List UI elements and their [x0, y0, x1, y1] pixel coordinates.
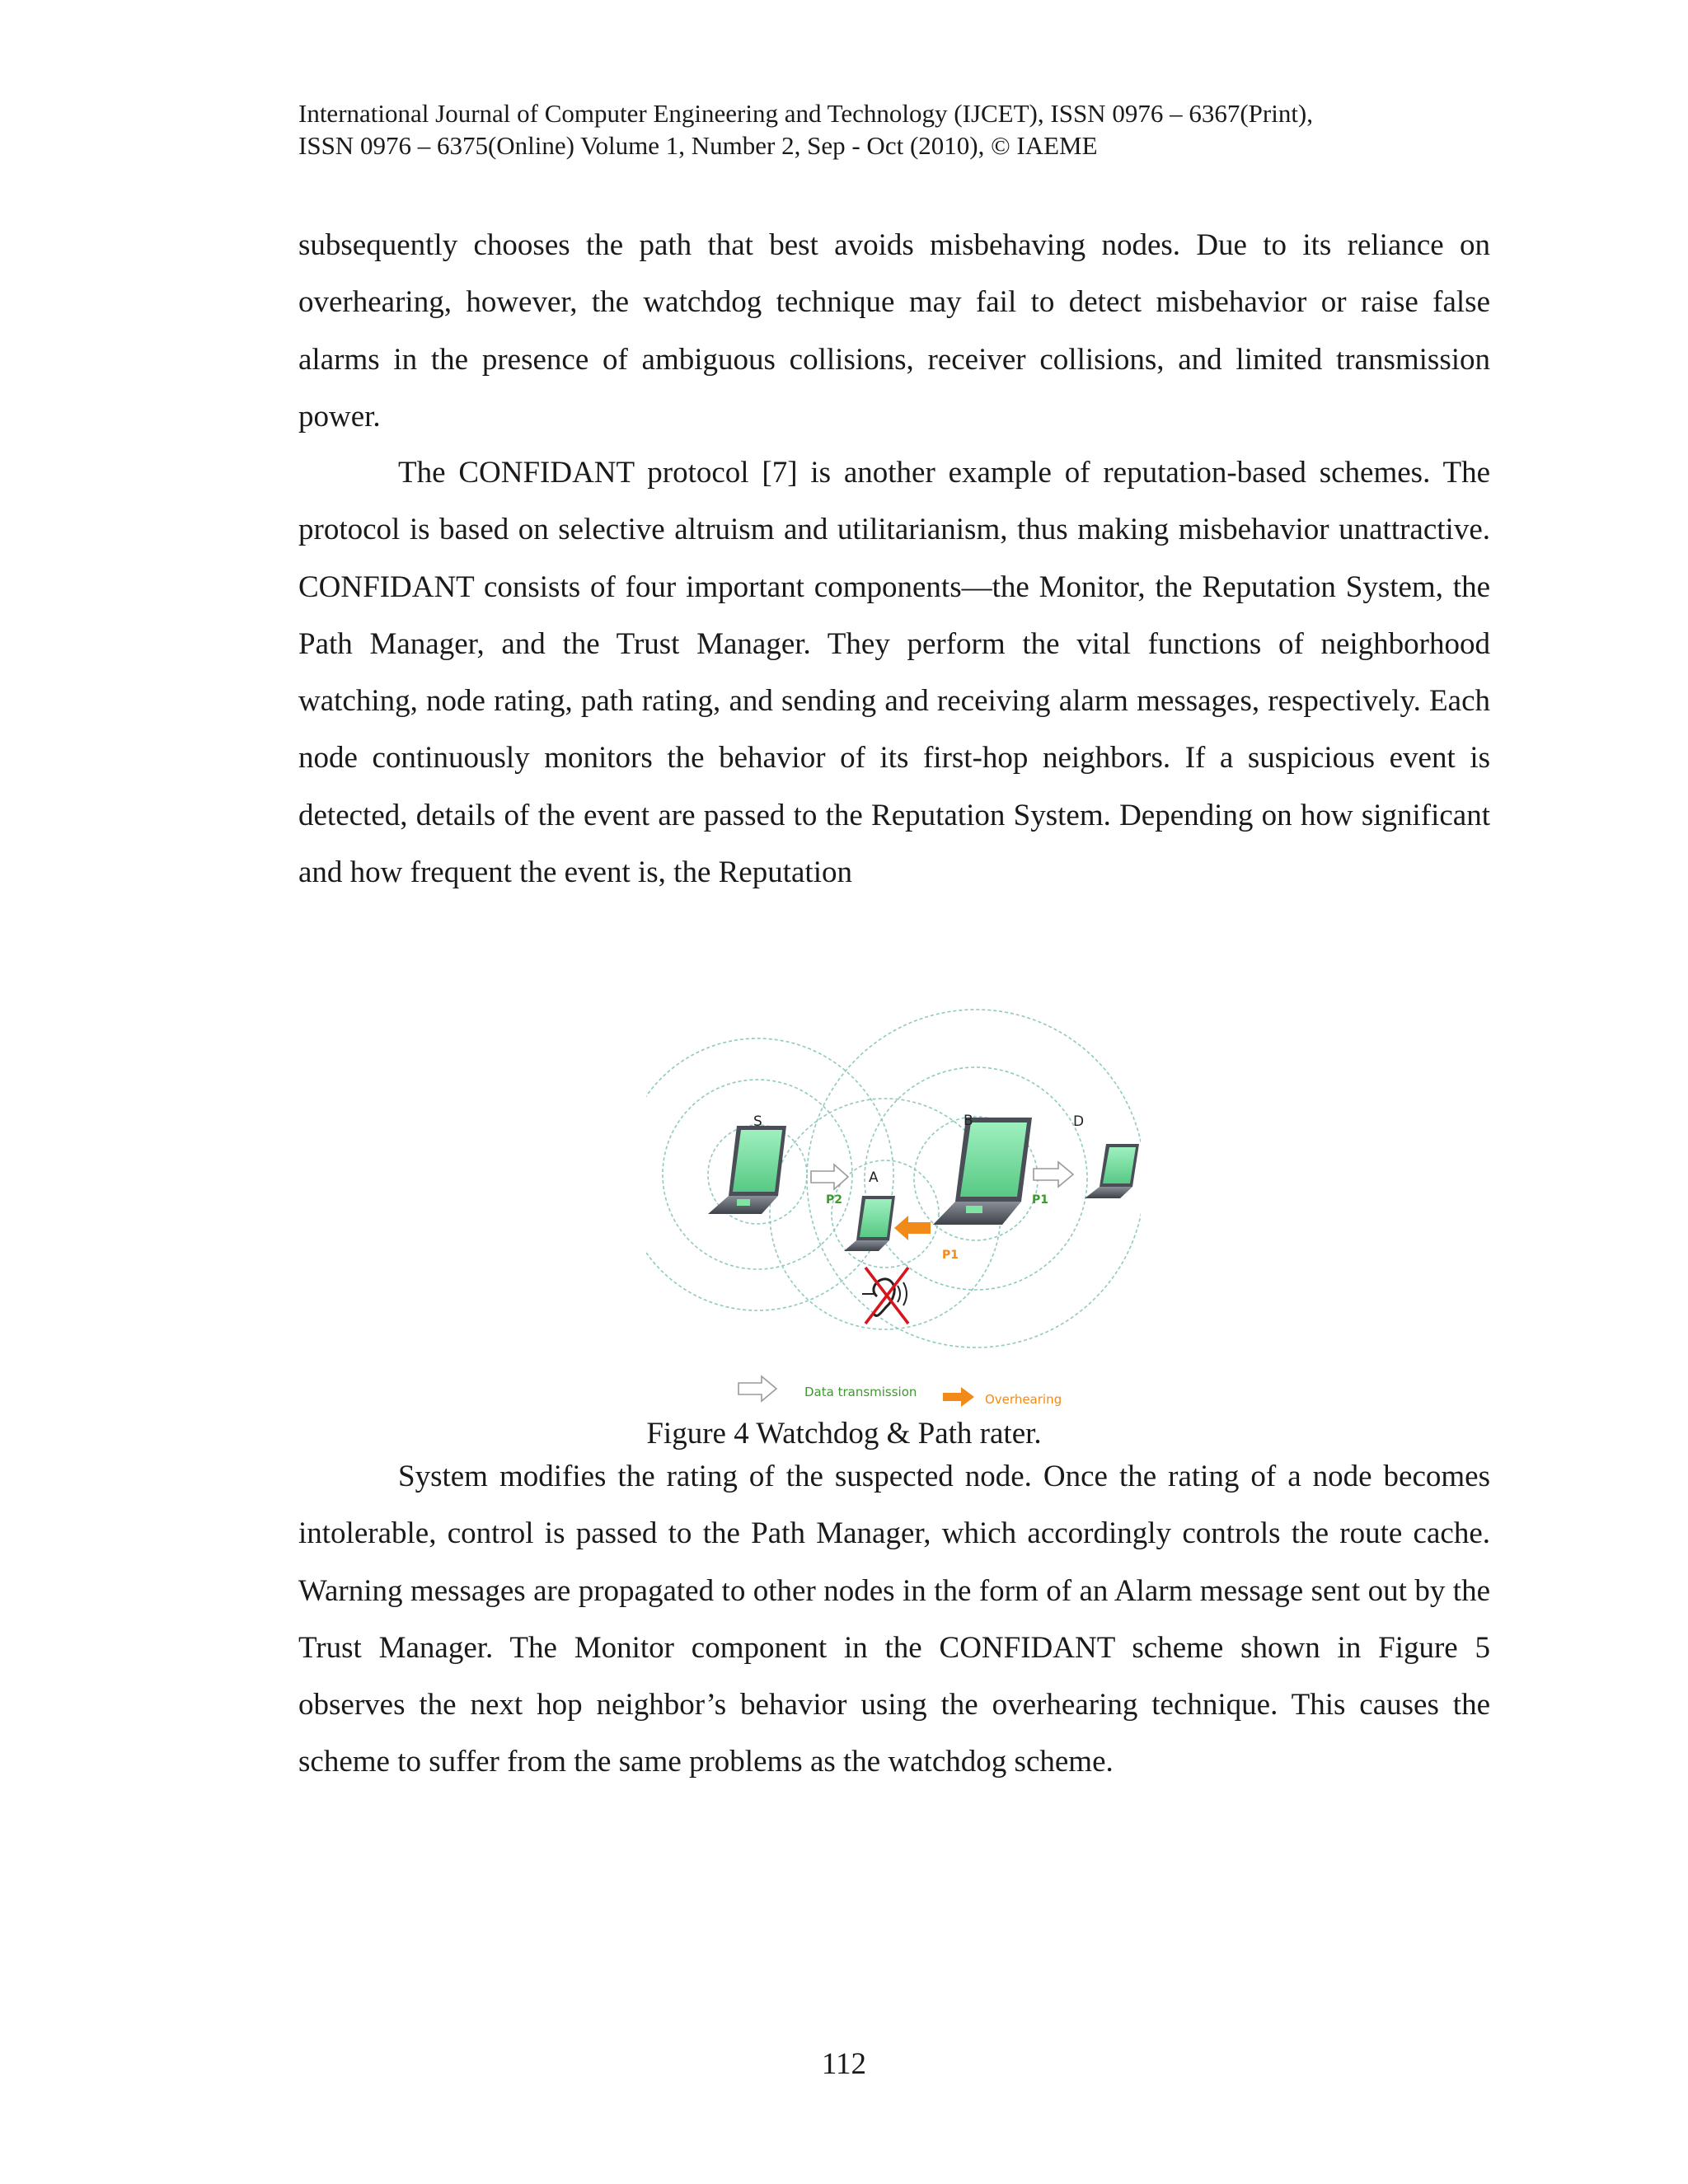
- node-label-s: S: [753, 1113, 762, 1130]
- paragraph-3: [298, 1448, 1490, 1791]
- packet-label-p1-overhear: P1: [942, 1249, 959, 1262]
- paragraph-2: [298, 444, 1490, 901]
- legend-data-label: Data transmission: [804, 1385, 917, 1399]
- figure-background: [646, 963, 1141, 1424]
- watchdog-diagram: [646, 963, 1141, 1424]
- paragraph-2-text: The CONFIDANT protocol [7] is another example of reputation-based schemes. The protocol is based on selective altruism and utilitarianism, thus making misbehavior unattractive. CONFIDANT consists of four important components—the Monitor, the Reputation System, the Path Manager, and the Trust Manager. They perform the vital functions of neighborhood watching, node rating, path rating, and sending and receiving alarm messages, respectively. Each node continuously monitors the behavior of its first-hop neighbors. If a suspicious event is detected, details of the event are passed to the Reputation System. Depending on how significant and how frequent the event is, the Reputation: [298, 456, 1490, 890]
- paragraph-3-text: System modifies the rating of the suspected node. Once the rating of a node becomes intolerable, control is passed to the Path Manager, which accordingly controls the route cache. Warning messages are propagated to other nodes in the form of an Alarm message sent out by the Trust Manager. The Monitor component in the CONFIDANT scheme shown in Figure 5 observes the next hop neighbor’s behavior using the overhearing technique. This causes the scheme to suffer from the same problems as the watchdog scheme.: [298, 1460, 1490, 1779]
- journal-header: [298, 97, 1493, 162]
- packet-label-p1-data: P1: [1032, 1193, 1049, 1207]
- watchdog-figure: [646, 963, 1141, 1424]
- node-label-b: B: [964, 1113, 973, 1129]
- paragraph-1-text: subsequently chooses the path that best avoids misbehaving nodes. Due to its reliance on overhearing, however, the watchdog technique may fail to detect misbehavior or raise false alarms in the presence of ambiguous collisions, receiver collisions, and limited transmission power.: [298, 228, 1490, 434]
- figure-caption: Figure 4 Watchdog & Path rater.: [646, 1417, 1042, 1451]
- node-label-a: A: [869, 1169, 879, 1186]
- legend-overhear-label: Overhearing: [985, 1392, 1062, 1407]
- node-label-d: D: [1073, 1113, 1085, 1130]
- header-line-2: ISSN 0976 – 6375(Online) Volume 1, Number 2, Sep - Oct (2010), © IAEME: [298, 131, 1098, 160]
- packet-label-p2: P2: [826, 1193, 843, 1207]
- paragraph-1: [298, 217, 1490, 445]
- header-line-1: International Journal of Computer Engineering and Technology (IJCET), ISSN 0976 – 6367(Print),: [298, 99, 1314, 128]
- page-number: 112: [821, 2047, 867, 2081]
